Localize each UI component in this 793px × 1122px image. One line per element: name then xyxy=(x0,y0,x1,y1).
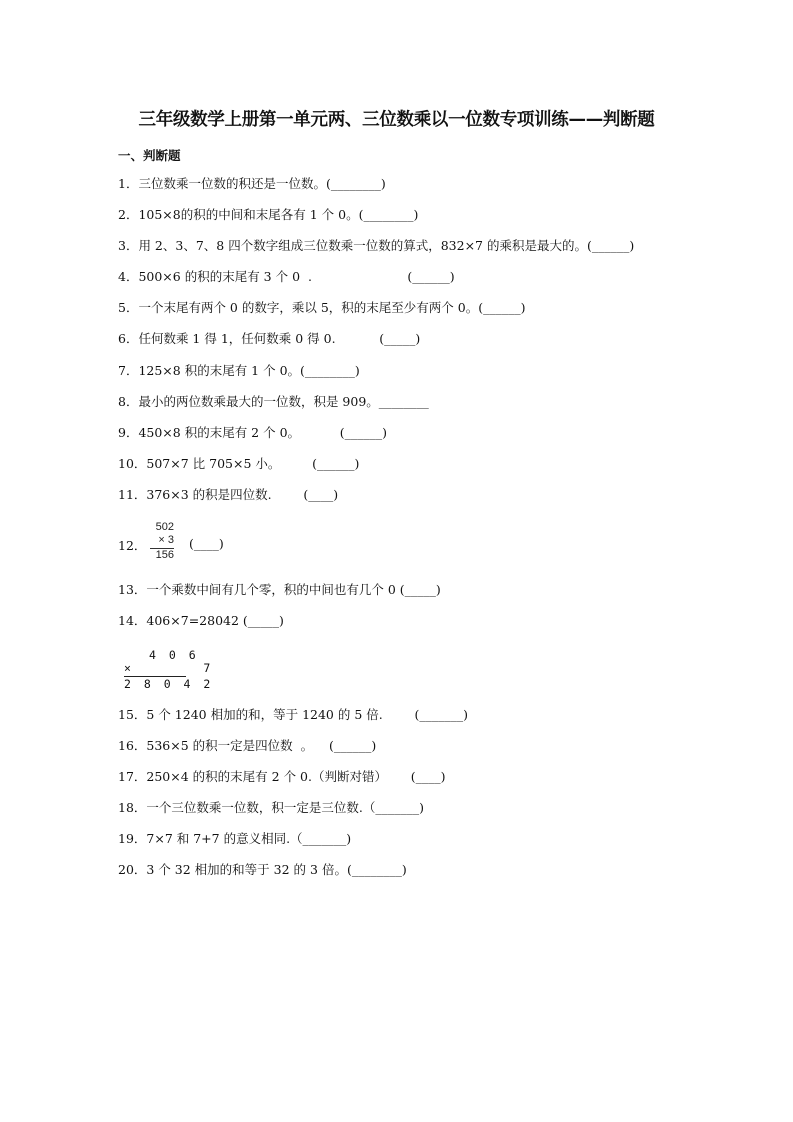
question-number: 16． xyxy=(118,738,147,753)
question-text: 3 个 32 相加的和等于 32 的 3 倍。(________) xyxy=(146,862,407,877)
question-number: 20． xyxy=(118,862,147,877)
question-8 xyxy=(118,394,429,410)
question-text: 536×5 的积一定是四位数 。 (______) xyxy=(146,738,377,753)
question-number: 3． xyxy=(118,238,139,253)
question-number: 1． xyxy=(118,176,139,191)
question-text: 125×8 积的末尾有 1 个 0。(________) xyxy=(138,363,360,378)
question-11 xyxy=(118,487,338,503)
question-20 xyxy=(118,862,407,878)
question-text: 任何数乘 1 得 1，任何数乘 0 得 0. (_____) xyxy=(138,331,421,346)
question-text: 一个三位数乘一位数，积一定是三位数.（_______) xyxy=(146,800,425,815)
vertical-multiplier: × 7 xyxy=(124,661,214,675)
page-title: 三年级数学上册第一单元两、三位数乘以一位数专项训练——判断题 xyxy=(138,110,655,130)
question-text: 用 2、3、7、8 四个数字组成三位数乘一位数的算式，832×7 的乘积是最大的。(______) xyxy=(138,238,635,253)
question-17 xyxy=(118,769,446,785)
question-4 xyxy=(118,269,455,285)
question-3 xyxy=(118,238,634,254)
question-2 xyxy=(118,207,418,223)
question-text: 一个乘数中间有几个零，积的中间也有几个 0 (_____) xyxy=(146,582,441,597)
question-9 xyxy=(118,425,387,441)
question-text: 5 个 1240 相加的和，等于 1240 的 5 倍. (_______) xyxy=(146,707,469,722)
question-12-number: 12． xyxy=(118,538,147,553)
question-text: 三位数乘一位数的积还是一位数。(________) xyxy=(138,176,386,191)
question-text: 105×8的积的中间和末尾各有 1 个 0。(________) xyxy=(138,207,419,222)
question-text: 最小的两位数乘最大的一位数，积是 909。________ xyxy=(138,394,429,409)
question-text: 450×8 积的末尾有 2 个 0。 (______) xyxy=(138,425,388,440)
question-number: 19． xyxy=(118,831,147,846)
question-18 xyxy=(118,800,424,816)
question-text: 一个末尾有两个 0 的数字，乘以 5，积的末尾至少有两个 0。(______) xyxy=(138,300,526,315)
question-number: 15． xyxy=(118,707,147,722)
vertical-top-number: 4 0 6 xyxy=(149,648,199,662)
question-number: 4． xyxy=(118,269,139,284)
question-number: 17． xyxy=(118,769,147,784)
question-5 xyxy=(118,300,525,316)
vertical-result: 2 8 0 4 2 xyxy=(124,677,214,691)
question-10 xyxy=(118,456,359,472)
question-text: 376×3 的积是四位数. (____) xyxy=(146,487,339,502)
question-number: 9． xyxy=(118,425,139,440)
question-14-vertical-multiplication xyxy=(124,649,213,691)
vertical-result: 156 xyxy=(155,549,174,561)
question-number: 7． xyxy=(118,363,139,378)
question-1 xyxy=(118,176,386,192)
question-number: 2． xyxy=(118,207,139,222)
question-text: 507×7 比 705×5 小。 (______) xyxy=(146,456,360,471)
question-text: 500×6 的积的末尾有 3 个 0 . (______) xyxy=(138,269,455,284)
vertical-top-number: 502 xyxy=(155,521,174,533)
question-number: 13． xyxy=(118,582,147,597)
question-number: 6． xyxy=(118,331,139,346)
question-text: 250×4 的积的末尾有 2 个 0.（判断对错） (____) xyxy=(146,769,446,784)
question-15 xyxy=(118,707,468,723)
question-number: 18． xyxy=(118,800,147,815)
question-number: 14． xyxy=(118,613,147,628)
question-16 xyxy=(118,738,376,754)
question-12-answer-blank: (____) xyxy=(189,536,224,551)
question-12-vertical-multiplication xyxy=(150,521,174,562)
question-14 xyxy=(118,613,284,629)
question-text: 7×7 和 7+7 的意义相同.（_______) xyxy=(146,831,352,846)
question-number: 10． xyxy=(118,456,147,471)
vertical-multiplier: × 3 xyxy=(158,534,174,546)
question-19 xyxy=(118,831,351,847)
question-7 xyxy=(118,363,360,379)
question-13 xyxy=(118,582,441,598)
question-number: 11． xyxy=(118,487,147,502)
question-number: 5． xyxy=(118,300,139,315)
question-number: 8． xyxy=(118,394,139,409)
question-text: 406×7=28042 (_____) xyxy=(146,613,284,628)
section-heading: 一、判断题 xyxy=(118,148,181,163)
question-6 xyxy=(118,331,420,347)
